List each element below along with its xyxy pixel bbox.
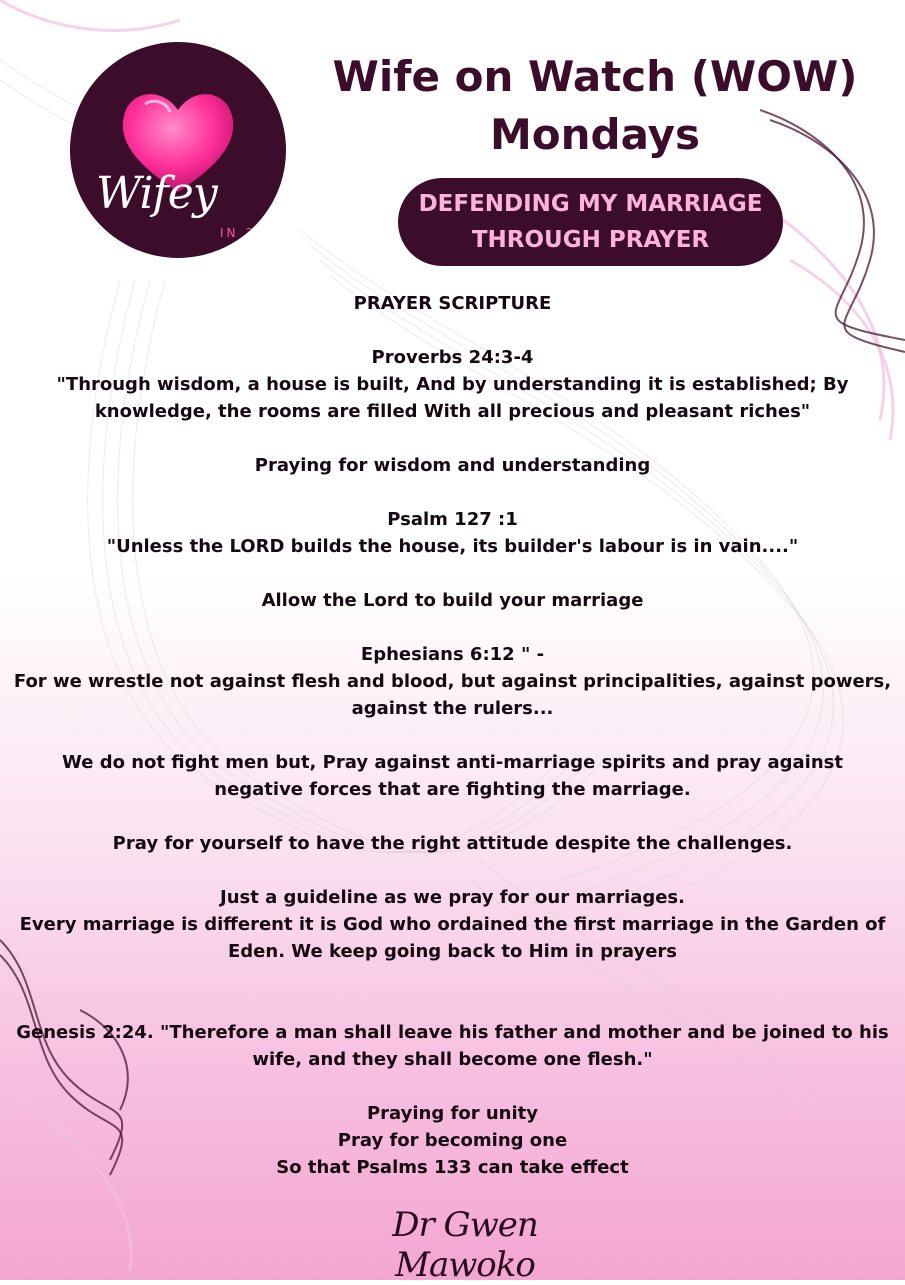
ephesians-block — [0, 641, 905, 722]
closing-1: Praying for unity — [366, 1103, 538, 1124]
title-line-2: Mondays — [489, 110, 701, 159]
proverbs-ref: Proverbs 24:3-4 — [371, 347, 534, 368]
banner-line-2: THROUGH PRAYER — [471, 227, 710, 253]
proverbs-note-text: Praying for wisdom and understanding — [254, 455, 651, 476]
genesis-block — [0, 1019, 905, 1073]
psalm-note-text: Allow the Lord to build your marriage — [261, 590, 644, 611]
genesis-2: wife, and they shall become one flesh." — [252, 1049, 653, 1070]
ephesians-quote-1: For we wrestle not against flesh and blood, but against principalities, against powers, — [13, 671, 892, 692]
author-signature: Dr Gwen Mawoko — [392, 1205, 538, 1285]
ephesians-ref: Ephesians 6:12 " - — [360, 644, 545, 665]
ephesians-quote-2: against the rulers... — [351, 698, 554, 719]
genesis-1: Genesis 2:24. "Therefore a man shall leave his father and mother and be joined to his — [16, 1022, 889, 1043]
guideline-block — [0, 884, 905, 965]
ephesians-note-2: negative forces that are fighting the marriage. — [214, 779, 691, 800]
proverbs-block — [0, 344, 905, 425]
prayer-content — [0, 290, 905, 1208]
proverbs-quote-2: knowledge, the rooms are filled With all precious and pleasant riches" — [94, 401, 811, 422]
closing-2: Pray for becoming one — [337, 1130, 568, 1151]
wifey-in-30-logo — [70, 42, 286, 258]
closing-block — [0, 1100, 905, 1181]
attitude-note — [0, 830, 905, 857]
psalm-note — [0, 587, 905, 614]
proverbs-quote-1: "Through wisdom, a house is built, And by understanding it is established; By — [56, 374, 849, 395]
closing-3: So that Psalms 133 can take effect — [276, 1157, 629, 1178]
guideline-2: Every marriage is different it is God who ordained the first marriage in the Garden of — [19, 914, 886, 935]
psalm-ref: Psalm 127 :1 — [387, 509, 518, 530]
banner-line-1: DEFENDING MY MARRIAGE — [418, 191, 763, 217]
page-title — [300, 48, 890, 164]
prayer-scripture-heading: PRAYER SCRIPTURE — [353, 293, 552, 314]
banner-pill — [398, 178, 783, 266]
section-heading — [0, 290, 905, 317]
title-line-1: Wife on Watch (WOW) — [332, 52, 858, 101]
psalm-block — [0, 506, 905, 560]
proverbs-note — [0, 452, 905, 479]
attitude-note-text: Pray for yourself to have the right attitude despite the challenges. — [112, 833, 793, 854]
ephesians-note — [0, 749, 905, 803]
psalm-quote: "Unless the LORD builds the house, its builder's labour is in vain...." — [106, 536, 799, 557]
guideline-1: Just a guideline as we pray for our marriages. — [220, 887, 685, 908]
ephesians-note-1: We do not fight men but, Pray against anti-marriage spirits and pray against — [62, 752, 843, 773]
guideline-3: Eden. We keep going back to Him in prayers — [227, 941, 677, 962]
logo-script-text: Wifey — [96, 168, 217, 219]
logo-sub-text: IN 30 — [220, 226, 267, 240]
